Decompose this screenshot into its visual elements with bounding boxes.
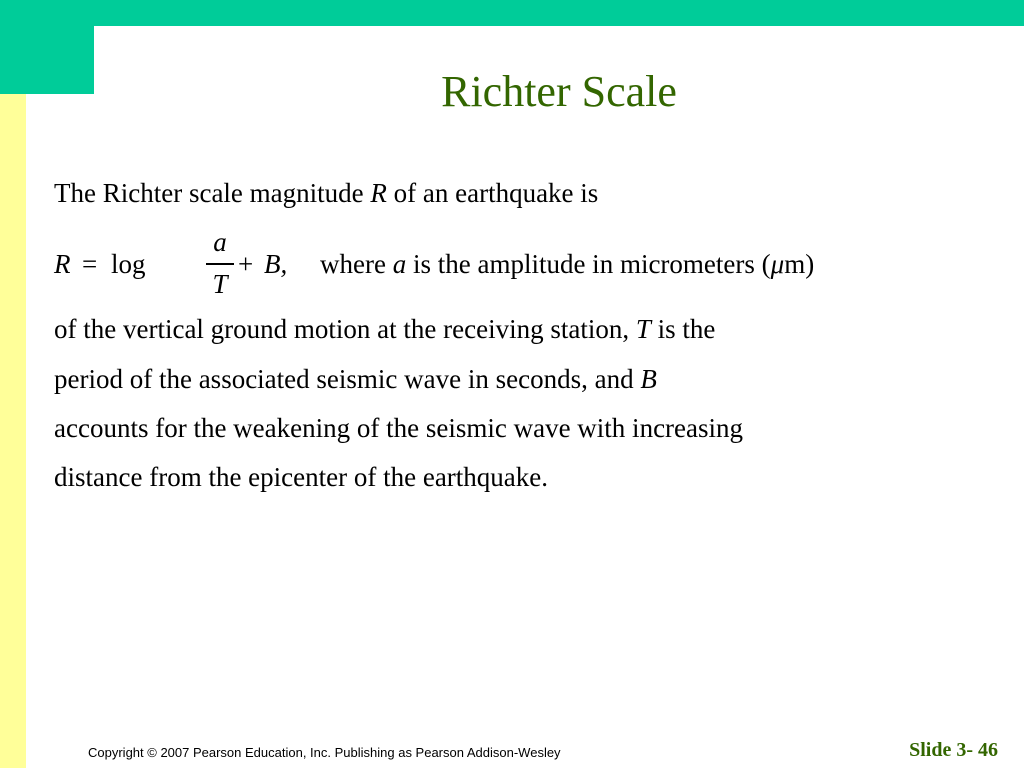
line4-before: period of the associated seismic wave in seconds, and [54, 364, 641, 394]
line1-after: of an earthquake is [386, 178, 599, 208]
var-b: B [640, 364, 657, 394]
unit-close: m) [784, 249, 815, 279]
slide-number: Slide 3- 46 [909, 739, 998, 761]
copyright-footer: Copyright © 2007 Pearson Education, Inc. Publishing as Pearson Addison-Wesley [88, 745, 561, 760]
slide-title: Richter Scale [441, 67, 677, 116]
line3-after: is the [650, 314, 716, 344]
body-line-6: distance from the epicenter of the earthquake. [54, 462, 549, 492]
formula-fraction [206, 226, 234, 302]
line3-before: of the vertical ground motion at the receiving station, [54, 314, 636, 344]
body-line-4 [54, 363, 657, 395]
fraction-numerator: a [213, 227, 227, 257]
mu-symbol: μ [770, 249, 785, 279]
var-t: T [635, 314, 651, 344]
formula-description [320, 248, 814, 280]
where-text: where [320, 249, 393, 279]
amplitude-text: is the amplitude in micrometers ( [406, 249, 771, 279]
formula-equals: = [82, 249, 98, 279]
formula-plus: + [238, 249, 254, 279]
fraction-denominator: T [212, 269, 228, 299]
body-line-3 [54, 313, 715, 345]
corner-accent-block [0, 0, 94, 94]
body-line-5: accounts for the weakening of the seismic wave with increasing [54, 413, 744, 443]
var-r: R [370, 178, 387, 208]
left-accent-bar [0, 94, 26, 768]
fraction-bar [206, 263, 234, 265]
formula-b: B, [264, 249, 288, 279]
line1-before: The Richter scale magnitude [54, 178, 371, 208]
body-line-1 [54, 177, 598, 209]
var-a: a [392, 249, 407, 279]
formula-log: log [111, 249, 146, 279]
top-accent-bar [0, 0, 1024, 26]
formula-lhs: R [54, 249, 71, 279]
